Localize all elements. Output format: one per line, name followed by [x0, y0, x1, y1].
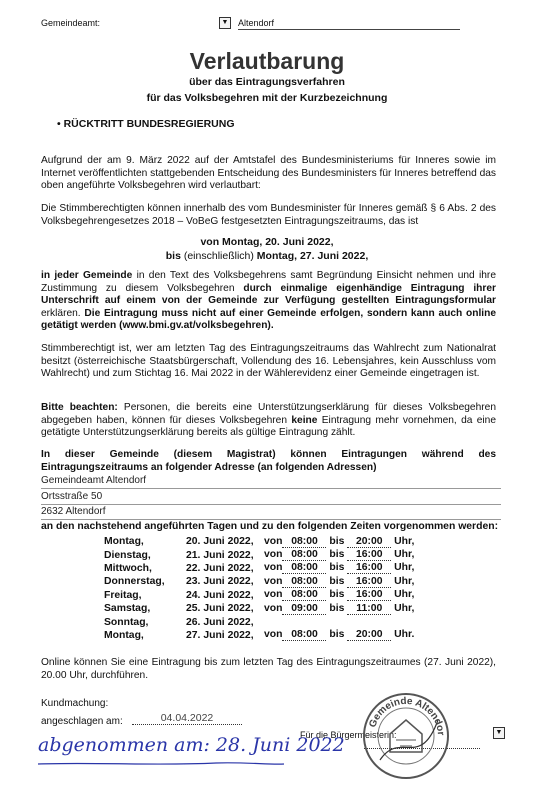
schedule-row [104, 562, 414, 575]
location-paragraph: In dieser Gemeinde (diesem Magistrat) können Eintragungen während des Eintragungszeitraums an folgender Adresse (an folgenden Adressen) [41, 449, 496, 473]
registration-bold-2: durch einmalige eigenhändige Eintragung ihrer Unterschrift auf einem von der Gemeinde zur Verfügung gestellten Eintragungsformular [41, 282, 496, 307]
schedule-day: Montag, [104, 536, 144, 548]
schedule-to-field[interactable]: 20:00 [347, 629, 391, 641]
period-from: von Montag, 20. Juni 2022, [200, 236, 334, 248]
eligibility-paragraph: Die Stimmberechtigten können innerhalb des vom Bundesminister für Inneres gemäß § 6 Abs. 2 des Volksbegehrengesetzes 2018 – VoBeG festgesetzten Eintragungszeitraums, das ist [41, 203, 496, 227]
schedule-to-field[interactable]: 16:00 [347, 562, 391, 574]
period-to-inclusive: (einschließlich) [183, 250, 254, 262]
schedule-day: Samstag, [104, 603, 151, 615]
schedule-from-field[interactable]: 08:00 [282, 549, 326, 561]
registration-text-2: erklären. [41, 307, 85, 319]
handwritten-underline [36, 760, 286, 768]
schedule-date: 20. Juni 2022, [186, 536, 254, 548]
schedule-to-field[interactable]: 16:00 [347, 576, 391, 588]
period-to-prefix: bis [165, 250, 184, 262]
schedule-date: 24. Juni 2022, [186, 589, 254, 601]
schedule-date: 27. Juni 2022, [186, 629, 254, 641]
schedule-bis: bis [329, 602, 345, 614]
schedule-row [104, 629, 414, 642]
address-line-1[interactable]: Gemeindeamt Altendorf [41, 474, 501, 489]
schedule-from-field[interactable]: 08:00 [282, 562, 326, 574]
schedule-row [104, 615, 414, 628]
schedule-from-field[interactable]: 08:00 [282, 536, 326, 548]
notice-paragraph [41, 402, 496, 440]
schedule-uhr: Uhr, [394, 589, 415, 601]
schedule-from-field[interactable]: 09:00 [282, 603, 326, 615]
schedule-date: 25. Juni 2022, [186, 603, 254, 615]
schedule-uhr: Uhr. [394, 629, 415, 641]
schedule-to-field[interactable]: 16:00 [347, 589, 391, 601]
schedule-date: 23. Juni 2022, [186, 576, 254, 588]
schedule-von: von [264, 602, 283, 614]
period-to [0, 250, 534, 262]
schedule-von: von [264, 589, 283, 601]
schedule-uhr: Uhr, [394, 535, 415, 547]
registration-text-1: in den Text des Volksbegehrens samt Begründung Einsicht nehmen und ihre Zustimmung zu diesem Volksbegehren [41, 270, 496, 294]
notice-text-2: Eintragung mehr vornehmen, da eine getätigte Unterstützungserklärung bereits als gültige Eintragung zählt. [41, 414, 497, 439]
schedule-bis: bis [329, 549, 345, 561]
schedule-von: von [264, 575, 283, 587]
signature-dropdown-button[interactable] [493, 727, 505, 739]
referendum-name: • RÜCKTRITT BUNDESREGIERUNG [57, 118, 235, 130]
handwritten-note: abgenommen am: 28. Juni 2022 [38, 734, 345, 756]
schedule-bis: bis [329, 589, 345, 601]
period-to-date: Montag, 27. Juni 2022, [253, 250, 369, 262]
municipal-seal [360, 690, 452, 782]
chevron-down-icon: ▼ [495, 729, 503, 736]
schedule-day: Montag, [104, 629, 144, 641]
schedule-uhr: Uhr, [394, 562, 415, 574]
schedule-row [104, 589, 414, 602]
schedule-from-field[interactable]: 08:00 [282, 576, 326, 588]
schedule-date: 22. Juni 2022, [186, 562, 254, 574]
registration-bold-1: in jeder Gemeinde [41, 270, 133, 281]
posted-date-field[interactable]: 04.04.2022 [132, 712, 242, 725]
schedule-bis: bis [329, 535, 345, 547]
schedule-day: Donnerstag, [104, 576, 165, 588]
schedule-bis: bis [329, 575, 345, 587]
municipality-dropdown-button[interactable] [219, 17, 231, 29]
schedule-table [104, 535, 414, 642]
subtitle-line-1: über das Eintragungsverfahren [189, 76, 345, 88]
schedule-date: 21. Juni 2022, [186, 549, 254, 561]
municipality-label: Gemeindeamt: [41, 18, 101, 28]
seal-text: Gemeinde Altendor [367, 695, 447, 736]
schedule-day: Dienstag, [104, 549, 151, 561]
schedule-bis: bis [329, 562, 345, 574]
subtitle-line-2: für das Volksbegehren mit der Kurzbezeichnung [146, 92, 388, 104]
chevron-down-icon: ▼ [221, 19, 229, 26]
schedule-uhr: Uhr, [394, 602, 415, 614]
schedule-from-field[interactable]: 08:00 [282, 589, 326, 601]
schedule-day: Mittwoch, [104, 562, 152, 574]
schedule-day: Sonntag, [104, 616, 149, 628]
schedule-uhr: Uhr, [394, 549, 415, 561]
notice-text-1: Personen, die bereits eine Unterstützungserklärung für dieses Volksbegehren abgegeben haben, können für dieses Volksbegehren [41, 402, 496, 426]
schedule-row [104, 602, 414, 615]
posted-label: angeschlagen am: [41, 716, 123, 727]
schedule-von: von [264, 629, 283, 641]
address-line-2[interactable]: Ortsstraße 50 [41, 490, 501, 505]
kundmachung-label: Kundmachung: [41, 698, 109, 709]
registration-paragraph [41, 270, 496, 333]
address-line-3[interactable]: 2632 Altendorf [41, 505, 501, 520]
voter-eligibility-paragraph: Stimmberechtigt ist, wer am letzten Tag des Eintragungszeitraums das Wahlrecht zum Nationalrat besitzt (österreichische Staatsbürgerschaft, Vollendung des 16. Lebensjahres, kein Ausschluss vom Wahlrecht) und zum Stichtag 16. Mai 2022 in der Wählerevidenz einer Gemeinde eingetragen ist. [41, 343, 496, 380]
municipality-underline [238, 29, 460, 30]
schedule-from-field[interactable]: 08:00 [282, 629, 326, 641]
municipality-dropdown-value[interactable]: Altendorf [238, 18, 275, 28]
schedule-row [104, 575, 414, 588]
online-paragraph: Online können Sie eine Eintragung bis zum letzten Tag des Eintragungszeitraumes (27. Juni 2022), 20.00 Uhr, durchführen. [41, 657, 496, 681]
schedule-von: von [264, 562, 283, 574]
schedule-day: Freitag, [104, 589, 142, 601]
registration-bold-3: Die Eintragung muss nicht auf einer Gemeinde erfolgen, sondern kann auch online getätigt werden (www.bmi.gv.at/volksbegehren). [41, 307, 497, 332]
mayor-label: Für die Bürgermeisterin: [300, 730, 397, 740]
schedule-to-field[interactable]: 16:00 [347, 549, 391, 561]
intro-paragraph: Aufgrund der am 9. März 2022 auf der Amtstafel des Bundesministeriums für Inneres sowie im Internet veröffentlichten stattgebenden Entscheidung des Bundesministers für Inneres betreffend das oben angeführte Volksbegehren wird verlautbart: [41, 155, 496, 192]
schedule-to-field[interactable]: 20:00 [347, 536, 391, 548]
schedule-date: 26. Juni 2022, [186, 616, 254, 628]
schedule-row [104, 548, 414, 561]
schedule-row [104, 535, 414, 548]
schedule-bis: bis [329, 629, 345, 641]
schedule-von: von [264, 549, 283, 561]
schedule-von: von [264, 535, 283, 547]
page-title: Verlautbarung [189, 48, 345, 74]
schedule-intro: an den nachstehend angeführten Tagen und zu den folgenden Zeiten vorgenommen werden: [41, 521, 499, 532]
schedule-to-field[interactable]: 11:00 [347, 603, 391, 615]
notice-bold-2: keine [291, 414, 318, 426]
schedule-uhr: Uhr, [394, 575, 415, 587]
notice-bold-1: Bitte beachten: [41, 402, 118, 413]
